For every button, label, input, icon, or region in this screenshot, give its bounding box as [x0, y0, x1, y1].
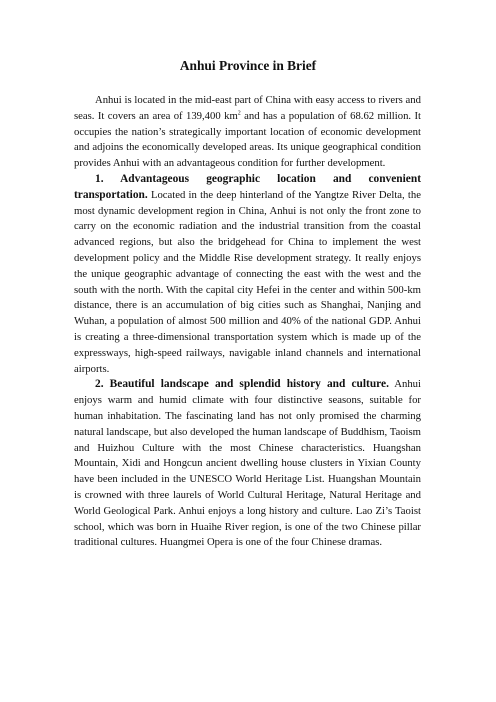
section-heading-landscape: 2. Beautiful landscape and splendid history and culture. — [95, 378, 389, 391]
intro-text-after-unit: and has a population of 68.62 million. It occupies the nation’s strategically important location of economic development and adjoins the economically developed areas. Its unique geographical condition provides Anhui with an advantageous condition for further development. — [74, 109, 421, 170]
area-unit-superscript: 2 — [237, 110, 241, 117]
page-title: Anhui Province in Brief — [179, 58, 317, 73]
document-body — [74, 93, 421, 551]
section-paragraph-landscape — [74, 377, 421, 551]
section-text-landscape: Anhui enjoys warm and humid climate with four distinctive seasons, suitable for human inhabitation. The fascinating land has not only promised the charming natural landscape, but also developed the human landscape of Buddhism, Taoism and Huizhou Culture with the most Chinese characteristics. Huangshan Mountain, Xidi and Hongcun ancient dwelling house clusters in Yixian County have been included in the UNESCO World Heritage List. Huangshan Mountain is crowned with three laurels of World Cultural Heritage, Natural Heritage and World Geological Park. Anhui enjoys a long history and culture. Lao Zi’s Taoist school, which was born in Huaihe River region, is one of the two Chinese pillar traditional cultures. Huangmei Opera is one of the four Chinese dramas. — [74, 378, 421, 549]
section-text-location: Located in the deep hinterland of the Yangtze River Delta, the most dynamic development region in China, Anhui is not only the front zone to carry on the economic radiation and the industrial transition from the coastal advanced regions, but also the bridgehead for China to implement the west development policy and the Middle Rise development strategy. It really enjoys the unique geographic advantage of connecting the east with the west and the south with the north. With the capital city Hefei in the center and within 500-km distance, there is an accumulation of big cities such as Shanghai, Nanjing and Wuhan, a population of almost 500 million and 40% of the national GDP. Anhui is creating a three-dimensional transportation system which is made up of the expressways, high-speed railways, navigable inland channels and international airports. — [74, 188, 421, 375]
section-paragraph-location — [74, 172, 421, 377]
section-heading-location: 1. Advantageous geographic location and convenient transportation. — [74, 172, 421, 201]
intro-paragraph — [74, 93, 421, 172]
intro-text-before-unit: Anhui is located in the mid-east part of China with easy access to rivers and seas. It covers an area of 139,400 km — [74, 94, 421, 122]
